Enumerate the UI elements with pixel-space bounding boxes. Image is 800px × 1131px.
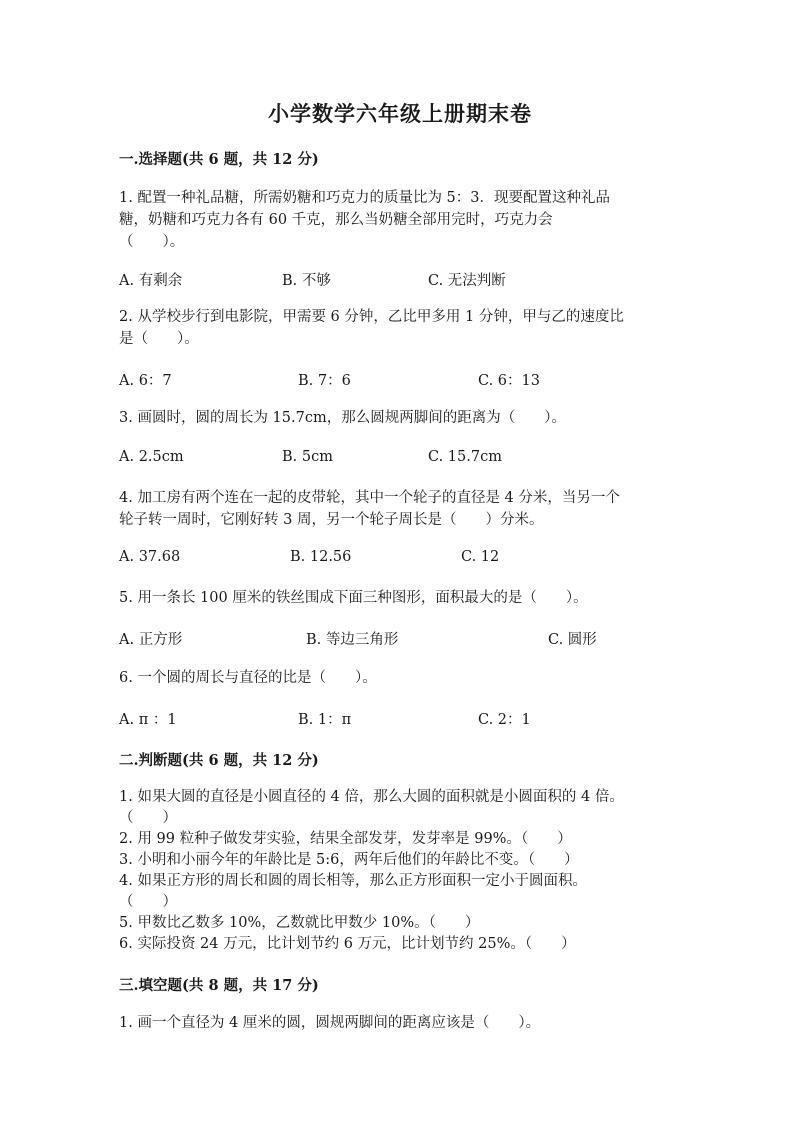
section-heading-judge: 二.判断题(共 6 题，共 12 分) [119, 752, 319, 769]
option-a: A. 有剩余 [119, 273, 183, 289]
option-b: B. 等边三角形 [306, 632, 399, 648]
option-a: A. 6：7 [119, 373, 172, 389]
option-b: B. 不够 [282, 273, 331, 289]
question-text: 6. 一个圆的周长与直径的比是（ ）。 [119, 670, 377, 686]
option-a: A. 37.68 [119, 549, 181, 565]
section-heading-choice: 一.选择题(共 6 题，共 12 分) [119, 151, 319, 168]
question-text: 1. 画一个直径为 4 厘米的圆，圆规两脚间的距离应该是（ ）。 [119, 1015, 541, 1031]
question-text: 5. 用一条长 100 厘米的铁丝围成下面三种图形，面积最大的是（ ）。 [119, 590, 588, 606]
question-text: 轮子转一周时，它刚好转 3 周，另一个轮子周长是（ ）分米。 [119, 512, 544, 528]
statement-text: 2. 用 99 粒种子做发芽实验，结果全部发芽，发芽率是 99%。（ ） [119, 831, 572, 847]
question-text: 糖，奶糖和巧克力各有 60 千克，那么当奶糖全部用完时，巧克力会 [119, 212, 553, 228]
statement-text: 1. 如果大圆的直径是小圆直径的 4 倍，那么大圆的面积就是小圆面积的 4 倍。 [119, 789, 624, 805]
option-c: C. 2：1 [478, 712, 531, 728]
question-text: 4. 加工房有两个连在一起的皮带轮，其中一个轮子的直径是 4 分米，当另一个 [119, 490, 620, 506]
page-title: 小学数学六年级上册期末卷 [268, 101, 532, 126]
statement-text: 5. 甲数比乙数多 10%，乙数就比甲数少 10%。（ ） [119, 915, 480, 931]
answer-blank: （ ） [119, 894, 177, 910]
option-a: A. 2.5cm [119, 449, 184, 465]
statement-text: 3. 小明和小丽今年的年龄比是 5:6，两年后他们的年龄比不变。（ ） [119, 852, 579, 868]
option-c: C. 圆形 [548, 632, 597, 648]
statement-text: 4. 如果正方形的周长和圆的周长相等，那么正方形面积一定小于圆面积。 [119, 873, 587, 889]
question-text: 2. 从学校步行到电影院，甲需要 6 分钟，乙比甲多用 1 分钟，甲与乙的速度比 [119, 309, 624, 325]
option-c: C. 6：13 [478, 373, 540, 389]
option-b: B. 7：6 [298, 373, 351, 389]
question-text: （ ）。 [119, 234, 185, 250]
answer-blank: （ ） [119, 810, 177, 826]
option-b: B. 1：π [298, 712, 352, 728]
option-a: A. 正方形 [119, 632, 183, 648]
option-c: C. 12 [461, 549, 500, 565]
option-b: B. 5cm [282, 449, 333, 465]
option-b: B. 12.56 [290, 549, 352, 565]
option-c: C. 无法判断 [428, 273, 506, 289]
question-text: 3. 画圆时，圆的周长为 15.7cm，那么圆规两脚间的距离为（ ）。 [119, 410, 566, 426]
option-a: A. π ：1 [119, 712, 177, 728]
question-text: 是（ ）。 [119, 331, 199, 347]
statement-text: 6. 实际投资 24 万元，比计划节约 6 万元，比计划节约 25%。（ ） [119, 936, 576, 952]
question-text: 1. 配置一种礼品糖，所需奶糖和巧克力的质量比为 5：3．现要配置这种礼品 [119, 190, 611, 206]
option-c: C. 15.7cm [428, 449, 502, 465]
section-heading-fill: 三.填空题(共 8 题，共 17 分) [119, 977, 319, 994]
